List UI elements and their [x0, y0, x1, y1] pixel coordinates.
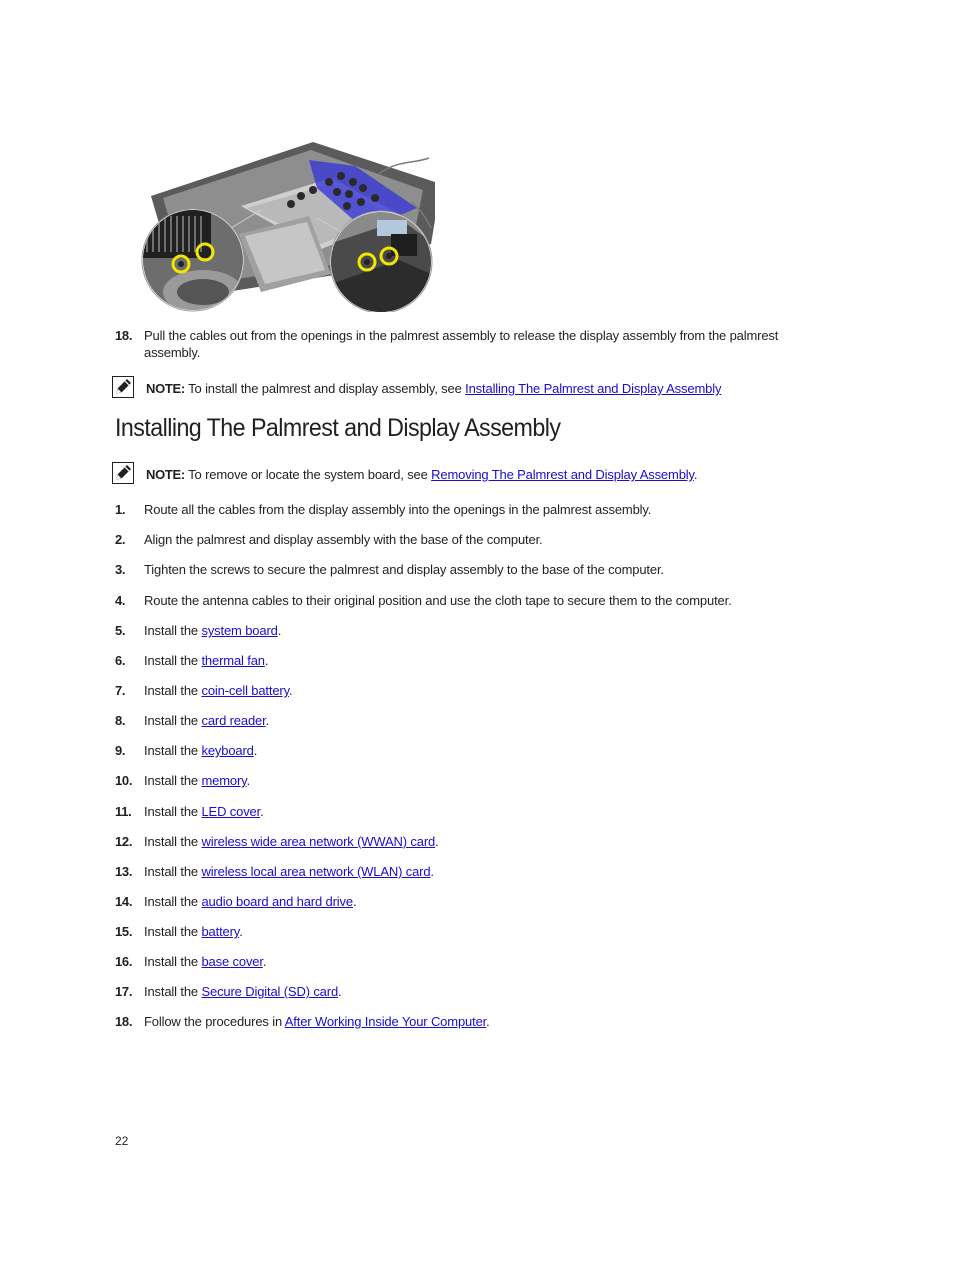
note-remove: [112, 462, 812, 490]
step-text-post: .: [265, 713, 270, 728]
step-text-post: .: [289, 683, 293, 698]
step-number: 5.: [115, 623, 126, 638]
step-text-post: .: [435, 834, 439, 849]
step-number: 8.: [115, 713, 126, 728]
system-board-link[interactable]: system board: [201, 623, 278, 638]
note-label: NOTE:: [146, 381, 185, 396]
step-number: 18.: [115, 328, 133, 343]
note-label: NOTE:: [146, 467, 185, 482]
step-text: [144, 501, 814, 518]
step-number: 14.: [115, 894, 133, 909]
step-number: 3.: [115, 562, 126, 577]
memory-link[interactable]: memory: [201, 773, 247, 788]
note-text: To remove or locate the system board, see: [184, 467, 432, 482]
step-number: 17.: [115, 984, 133, 999]
keyboard-link[interactable]: keyboard: [201, 743, 254, 758]
step-text-post: .: [338, 984, 342, 999]
step-text-pre: Route all the cables from the display assembly into the openings in the palmrest assembly.: [144, 502, 652, 517]
step-number: 12.: [115, 834, 133, 849]
thermal-fan-link[interactable]: thermal fan: [201, 653, 265, 668]
step-number: 1.: [115, 502, 126, 517]
step-text-pre: Install the: [144, 984, 202, 999]
step-text-pre: Align the palmrest and display assembly with the base of the computer.: [144, 532, 543, 547]
step-number: 13.: [115, 864, 133, 879]
step-text-pre: Install the: [144, 804, 202, 819]
step-text: [144, 561, 814, 578]
step-number: 11.: [115, 804, 132, 819]
step-text-post: .: [430, 864, 434, 879]
led-cover-link[interactable]: LED cover: [201, 804, 261, 819]
step-text: Pull the cables out from the openings in the palmrest assembly to release the display assembly from the palmrest assembly.: [144, 328, 779, 360]
step-text-pre: Tighten the screws to secure the palmrest and display assembly to the base of the computer.: [144, 562, 664, 577]
step-number: 10.: [115, 773, 133, 788]
card-reader-link[interactable]: card reader: [201, 713, 266, 728]
step-text-post: .: [277, 623, 282, 638]
step-number: 4.: [115, 593, 126, 608]
step-number: 15.: [115, 924, 133, 939]
step-text-post: .: [260, 804, 264, 819]
base-cover-link[interactable]: base cover: [201, 954, 263, 969]
step-text-pre: Install the: [144, 954, 202, 969]
pencil-note-icon: [112, 376, 134, 398]
step-text-post: .: [352, 894, 357, 909]
step-number: 7.: [115, 683, 126, 698]
page-number: 22: [115, 1134, 129, 1148]
palmrest-assembly-illustration: [141, 124, 435, 312]
section-title: Installing The Palmrest and Display Assembly: [115, 414, 561, 442]
note-install: [112, 376, 812, 404]
wlan-card-link[interactable]: wireless local area network (WLAN) card: [201, 864, 431, 879]
step-text-pre: Follow the procedures in: [144, 1014, 285, 1029]
step-text-post: .: [246, 773, 251, 788]
note-text: To install the palmrest and display assembly, see: [184, 381, 466, 396]
removing-palmrest-link[interactable]: Removing The Palmrest and Display Assembly: [431, 467, 694, 482]
step-text-pre: Route the antenna cables to their original position and use the cloth tape to secure them to the computer.: [144, 593, 732, 608]
step-number: 9.: [115, 743, 126, 758]
step-text-pre: Install the: [144, 743, 202, 758]
step-text-post: .: [486, 1014, 490, 1029]
after-working-inside-link[interactable]: After Working Inside Your Computer: [284, 1014, 487, 1029]
step-text-pre: Install the: [144, 713, 202, 728]
installing-palmrest-link[interactable]: Installing The Palmrest and Display Assembly: [465, 381, 722, 396]
step-text-post: .: [253, 743, 258, 758]
step-text: [144, 531, 814, 548]
step-text-pre: Install the: [144, 834, 202, 849]
step-text-pre: Install the: [144, 623, 202, 638]
step-number: 2.: [115, 532, 126, 547]
coin-cell-battery-link[interactable]: coin-cell battery: [201, 683, 289, 698]
step-text-pre: Install the: [144, 683, 202, 698]
note-text-after: .: [693, 467, 698, 482]
step-text-pre: Install the: [144, 773, 202, 788]
step-text-pre: Install the: [144, 894, 202, 909]
step-text-pre: Install the: [144, 924, 202, 939]
step-text-post: .: [239, 924, 243, 939]
step-text-pre: Install the: [144, 653, 202, 668]
step-text-post: .: [264, 653, 269, 668]
pencil-note-icon: [112, 462, 134, 484]
step-number: 16.: [115, 954, 133, 969]
audio-board-hard-drive-link[interactable]: audio board and hard drive: [201, 894, 353, 909]
battery-link[interactable]: battery: [201, 924, 240, 939]
step-text: [144, 592, 814, 609]
wwan-card-link[interactable]: wireless wide area network (WWAN) card: [201, 834, 436, 849]
step-text-post: .: [262, 954, 267, 969]
sd-card-link[interactable]: Secure Digital (SD) card: [201, 984, 339, 999]
step-number: 18.: [115, 1014, 133, 1029]
step-number: 6.: [115, 653, 126, 668]
step-text-pre: Install the: [144, 864, 202, 879]
